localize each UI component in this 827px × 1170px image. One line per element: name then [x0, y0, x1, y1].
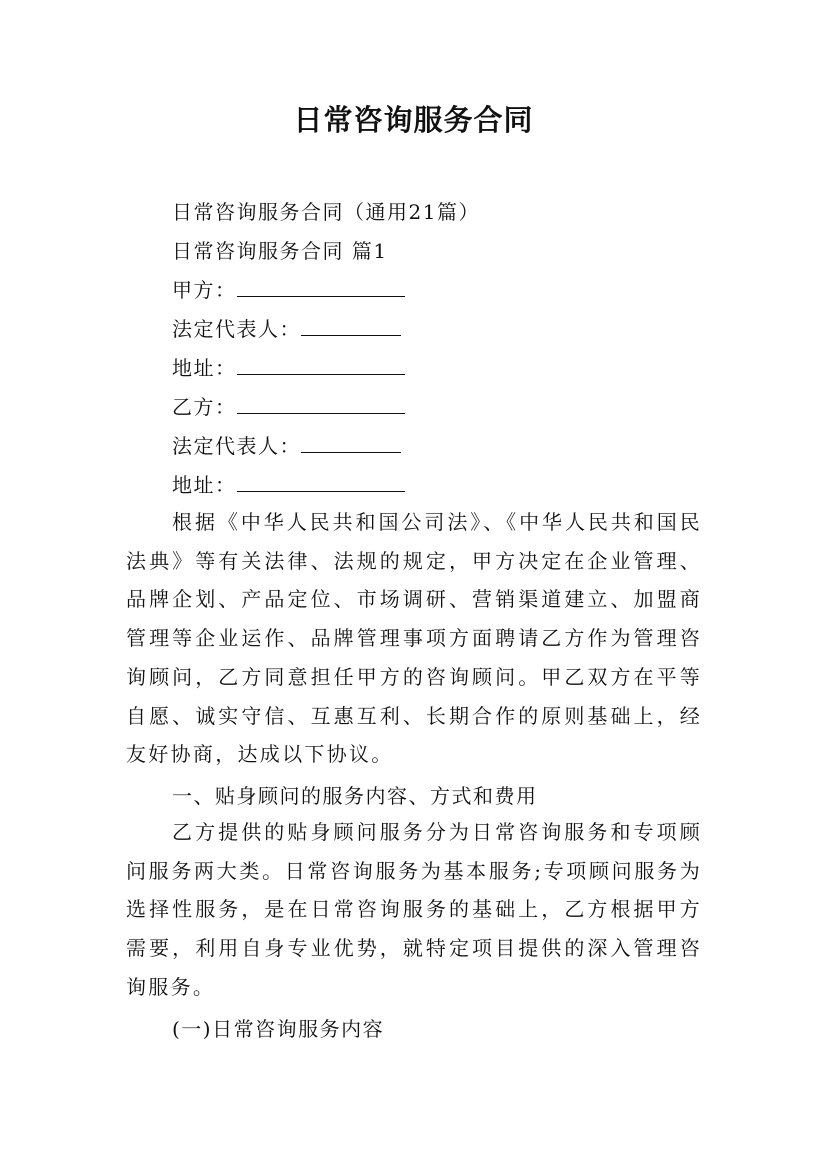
party-b-rep-label: 法定代表人： [172, 434, 301, 458]
party-a-blank [237, 277, 405, 297]
party-b-rep-line [172, 433, 401, 459]
party-a-address-line [172, 355, 405, 381]
section-heading-1: 一、贴身顾问的服务内容、方式和费用 [172, 784, 538, 808]
section-label: 日常咨询服务合同 篇1 [172, 239, 388, 263]
party-b-address-label: 地址： [172, 473, 237, 497]
section-heading-1-1: (一)日常咨询服务内容 [172, 1017, 385, 1041]
party-b-rep-blank [301, 433, 401, 453]
party-b-address-line [172, 472, 405, 498]
party-b-line [172, 394, 405, 420]
party-a-rep-label: 法定代表人： [172, 317, 301, 341]
party-a-address-label: 地址： [172, 356, 237, 380]
party-a-label: 甲方： [172, 278, 237, 302]
document-subtitle: 日常咨询服务合同（通用21篇） [172, 200, 480, 224]
intro-paragraph: 根据《中华人民共和国公司法》、《中华人民共和国民法典》等有关法律、法规的规定，甲方决定在企业管理、品牌企划、产品定位、市场调研、营销渠道建立、加盟商管理等企业运作、品牌管理事项方面聘请乙方作为管理咨询顾问，乙方同意担任甲方的咨询顾问。甲乙双方在平等自愿、诚实守信、互惠互利、长期合作的原则基础上，经友好协商，达成以下协议。 [126, 510, 702, 767]
party-a-rep-blank [301, 316, 401, 336]
document-title: 日常咨询服务合同 [293, 103, 534, 137]
party-a-rep-line [172, 316, 401, 342]
service-paragraph: 乙方提供的贴身顾问服务分为日常咨询服务和专项顾问服务两大类。日常咨询服务为基本服务;专项顾问服务为选择性服务，是在日常咨询服务的基础上，乙方根据甲方需要，利用自身专业优势，就特定项目提供的深入管理咨询服务。 [126, 820, 702, 999]
party-b-blank [237, 394, 405, 414]
party-a-line [172, 277, 405, 303]
party-b-label: 乙方： [172, 395, 237, 419]
party-a-address-blank [237, 355, 405, 375]
party-b-address-blank [237, 472, 405, 492]
